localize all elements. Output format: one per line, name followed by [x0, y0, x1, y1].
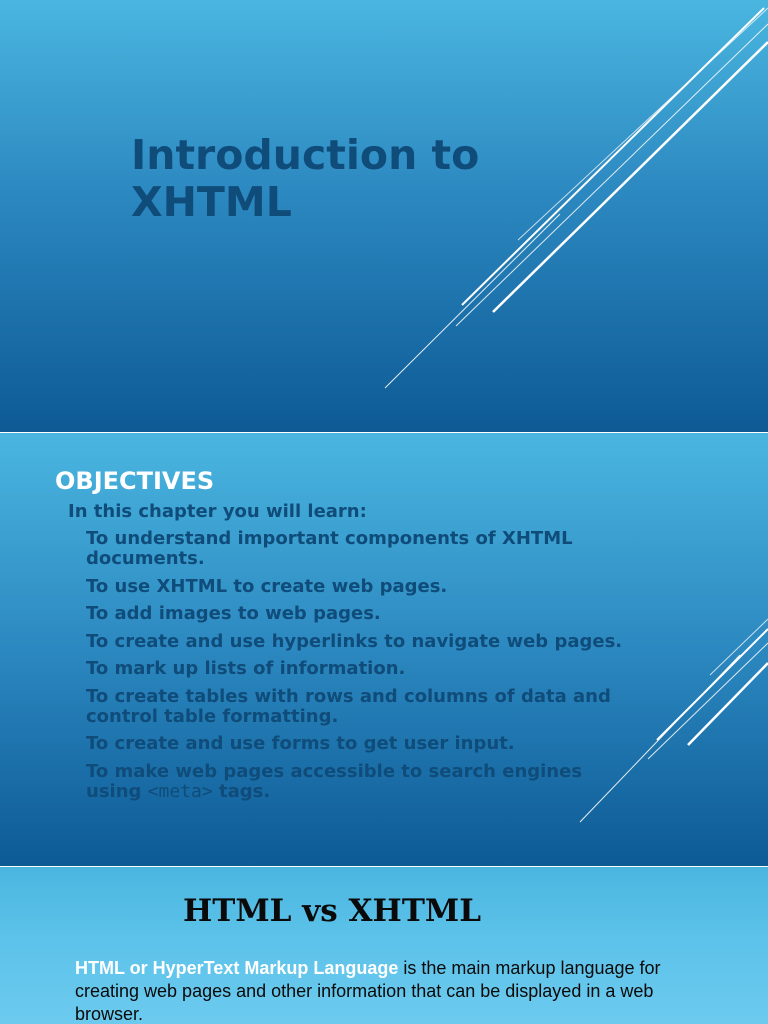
meta-code: <meta> [147, 780, 213, 802]
list-item: To make web pages accessible to search engines using <meta> tags. [86, 760, 583, 802]
slide-objectives [0, 433, 768, 866]
list-item: To create and use hyperlinks to navigate web pages. [86, 630, 623, 652]
slide-title [0, 0, 768, 432]
html-definition-paragraph [75, 957, 675, 1024]
list-item: To create and use forms to get user input. [86, 733, 515, 754]
list-item: To add images to web pages. [86, 603, 381, 624]
objectives-list [68, 529, 628, 809]
list-item: To mark up lists of information. [86, 658, 406, 679]
list-item: To understand important components of XHTML documents. [86, 528, 573, 569]
list-item: To use XHTML to create web pages. [86, 575, 448, 597]
objectives-heading: OBJECTIVES [55, 467, 215, 495]
objectives-intro: In this chapter you will learn: [68, 501, 367, 522]
html-term-highlight: HTML or HyperText Markup Language [75, 958, 399, 978]
slide-title-text: Introduction to XHTML [131, 131, 480, 226]
html-definition-text: is the main markup language for creating web pages and other information that can be displayed in a web browser. [75, 958, 661, 1024]
slide-html-vs-xhtml [0, 867, 768, 1024]
comparison-heading: HTML vs XHTML [182, 893, 482, 929]
list-item: To create tables with rows and columns of data and control table formatting. [86, 685, 611, 727]
